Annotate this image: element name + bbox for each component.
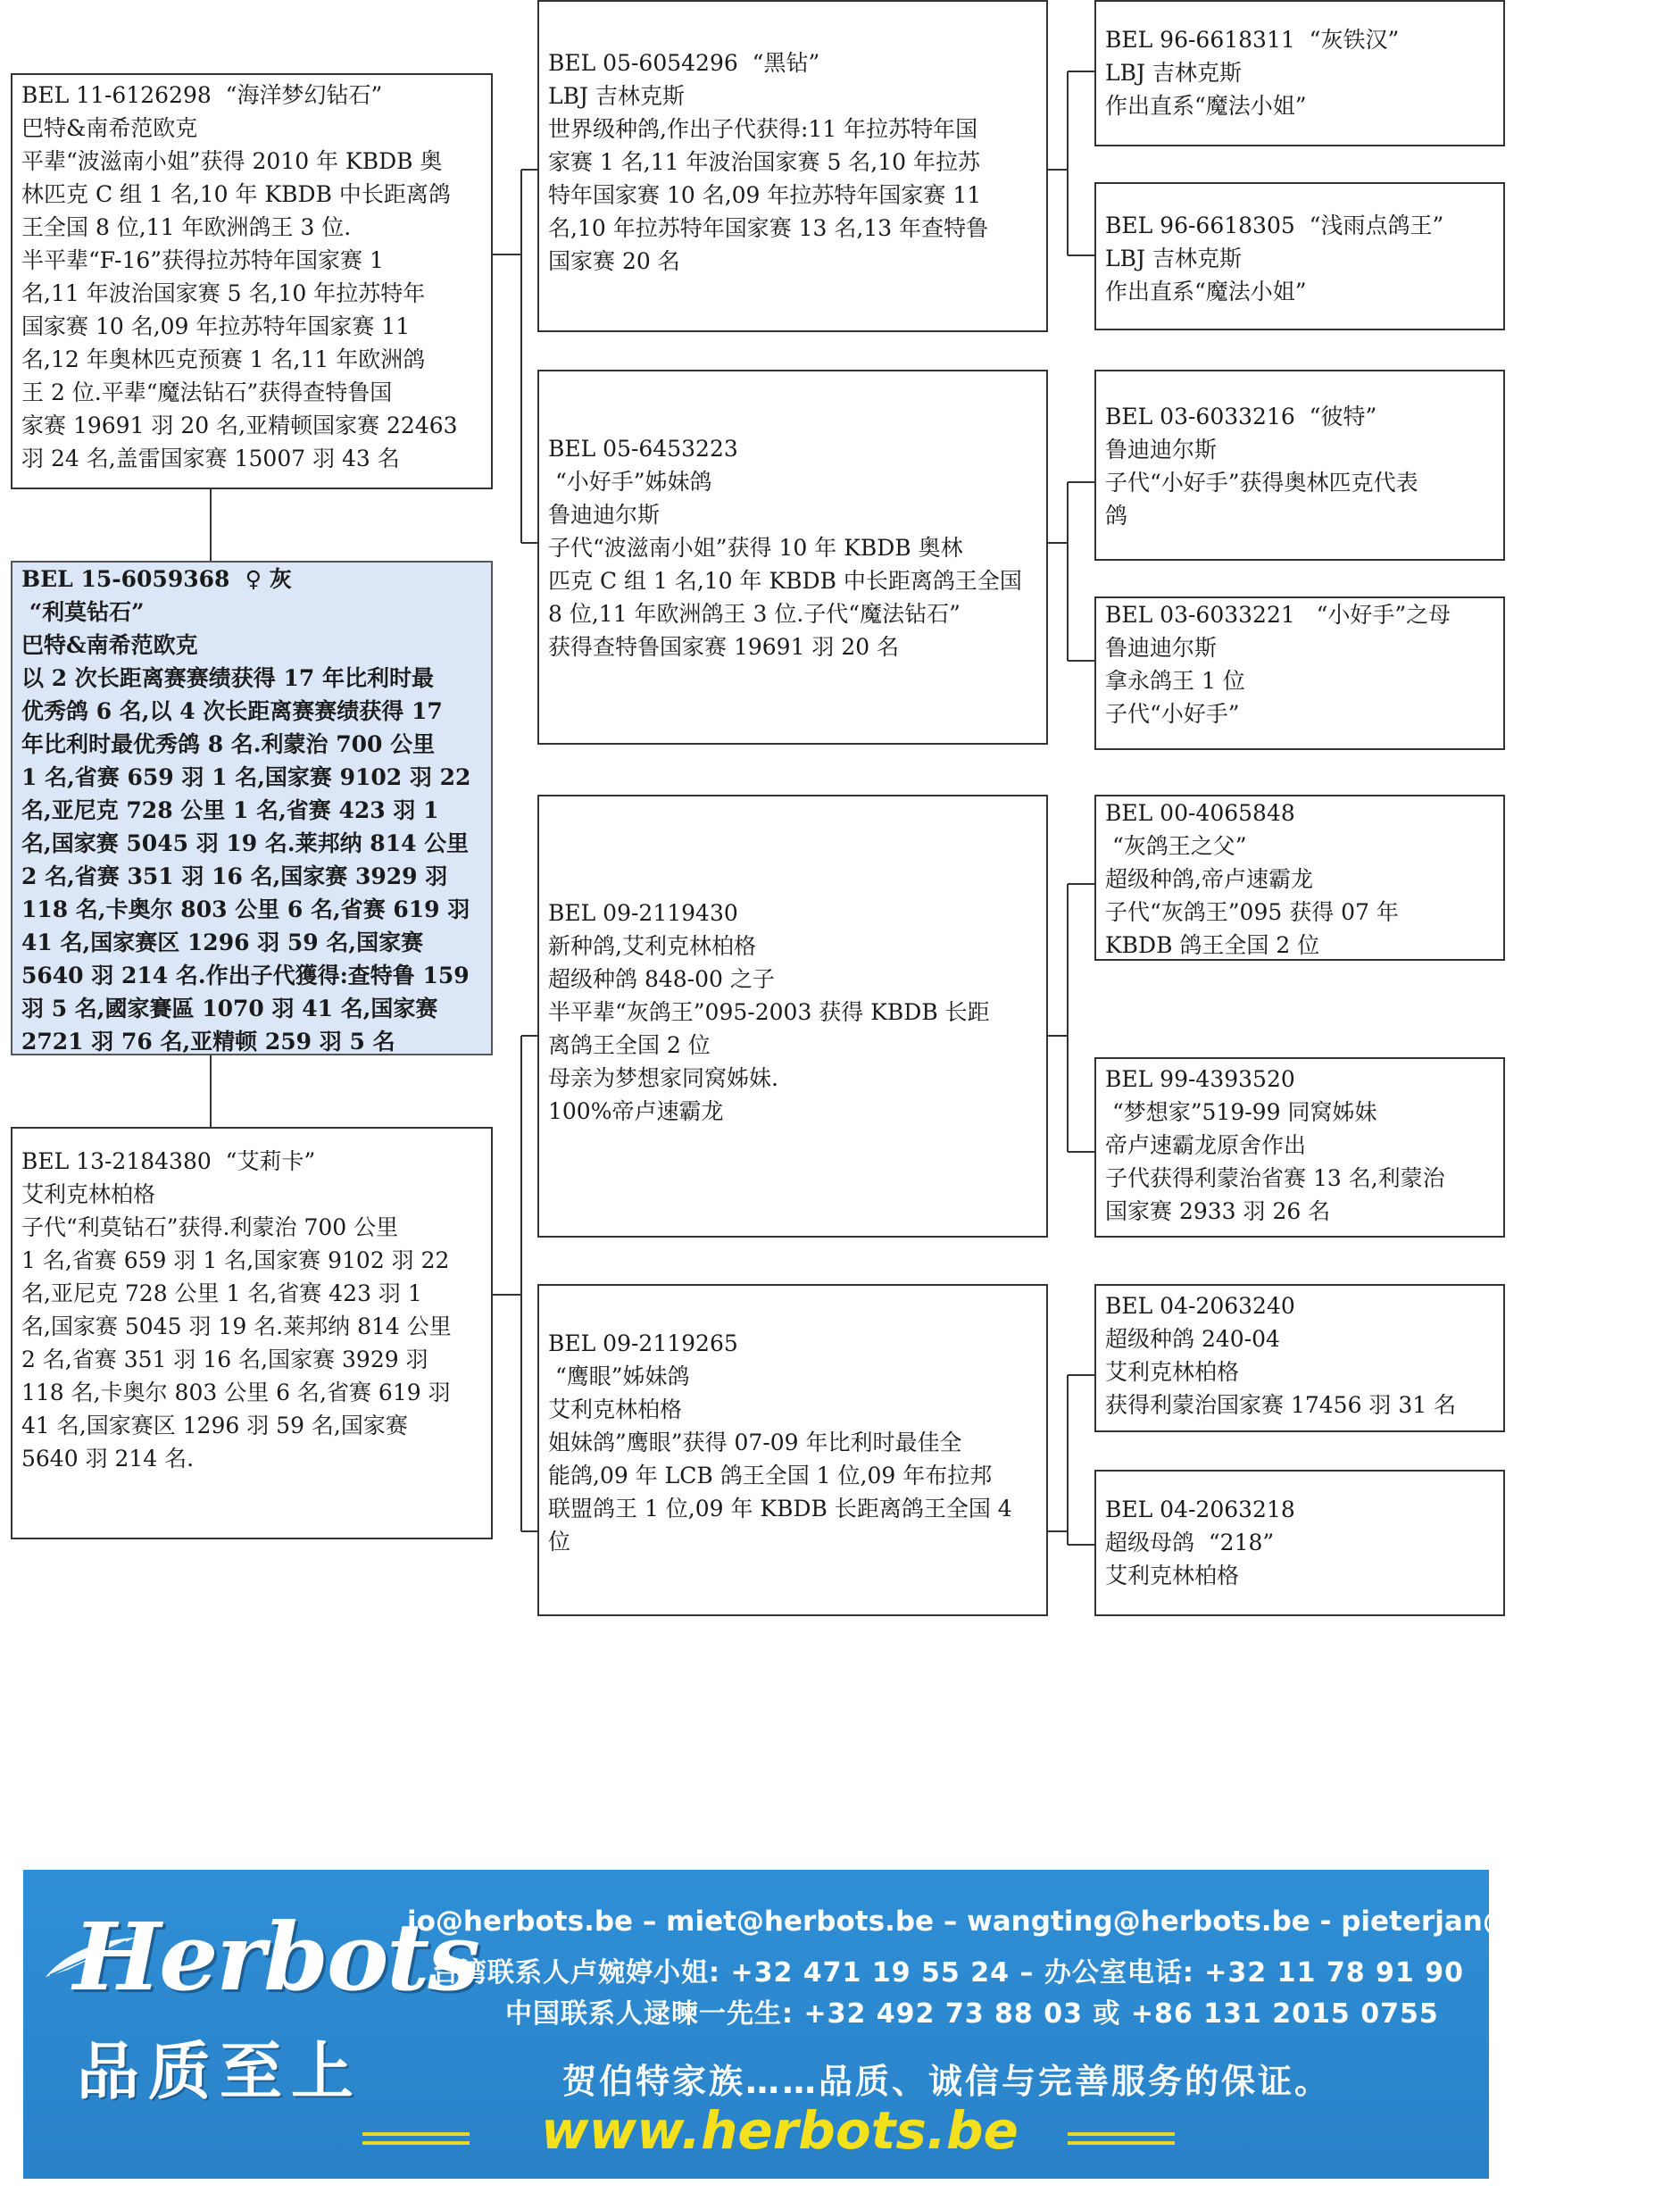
right-divider-2 [1068, 2141, 1175, 2145]
sire-line: 平辈“波滋南小姐”获得 2010 年 KBDB 奥 [21, 148, 443, 174]
subject-line: BEL 15-6059368 ♀ 灰 [21, 566, 292, 592]
subject-line: 优秀鸽 6 名,以 4 次长距离赛赛绩获得 17 [21, 698, 443, 724]
pedigree-line: BEL 04-2063240 [1105, 1293, 1295, 1319]
dam-line: 41 名,国家赛区 1296 羽 59 名,国家赛 [21, 1413, 408, 1438]
pedigree-line: 名,10 年拉苏特年国家赛 13 名,13 年查特鲁 [548, 215, 989, 241]
pedigree-line: 新种鸽,艾利克林柏格 [548, 933, 756, 959]
herbots-banner [23, 1870, 1680, 2179]
pedigree-line: 联盟鸽王 1 位,09 年 KBDB 长距离鸽王全国 4 [548, 1496, 1012, 1522]
sire-card [11, 73, 493, 489]
pedigree-line: 鲁迪迪尔斯 [548, 502, 661, 528]
pedigree-line: 艾利克林柏格 [1105, 1563, 1240, 1588]
grandsire-paternal-card [537, 0, 1048, 332]
pedigree-line: 鸽 [1105, 503, 1128, 529]
pedigree-line: “灰鸽王之父” [1105, 833, 1247, 859]
sire-line: 王全国 8 位,11 年欧洲鸽王 3 位. [21, 214, 352, 240]
dam-line: 2 名,省赛 351 羽 16 名,国家赛 3929 羽 [21, 1347, 428, 1372]
subject-line: 年比利时最优秀鸽 8 名.利蒙治 700 公里 [21, 731, 436, 757]
subject-line: 名,亚尼克 728 公里 1 名,省赛 423 羽 1 [21, 797, 439, 823]
sire-line: 羽 24 名,盖雷国家赛 15007 羽 43 名 [21, 446, 400, 471]
pedigree-line: BEL 09-2119265 [548, 1330, 738, 1356]
dam-line: 名,国家赛 5045 羽 19 名.莱邦纳 814 公里 [21, 1313, 452, 1339]
sire-line: BEL 11-6126298 “海洋梦幻钻石” [21, 82, 383, 108]
pedigree-line: BEL 00-4065848 [1105, 800, 1295, 826]
gen3-card [1094, 1470, 1505, 1616]
pedigree-line: 世界级种鸽,作出子代获得:11 年拉苏特年国 [548, 116, 978, 142]
pedigree-line: 离鸽王全国 2 位 [548, 1032, 711, 1058]
subject-line: 118 名,卡奥尔 803 公里 6 名,省赛 619 羽 [21, 896, 470, 922]
pedigree-line: 子代“小好手” [1105, 701, 1240, 727]
left-divider [362, 2132, 470, 2136]
pedigree-line: 子代“灰鸽王”095 获得 07 年 [1105, 899, 1399, 925]
subject-line: 2 名,省赛 351 羽 16 名,国家赛 3929 羽 [21, 863, 448, 889]
pedigree-line: 子代“小好手”获得奥林匹克代表 [1105, 470, 1418, 496]
dam-line: BEL 13-2184380 “艾莉卡” [21, 1148, 316, 1174]
dam-line: 名,亚尼克 728 公里 1 名,省赛 423 羽 1 [21, 1280, 422, 1306]
subject-line: 以 2 次长距离赛赛绩获得 17 年比利时最 [21, 665, 435, 691]
pedigree-line: 母亲为梦想家同窝姊妹. [548, 1065, 778, 1091]
pedigree-line: 超级种鸽 848-00 之子 [548, 966, 775, 992]
pedigree-line: BEL 05-6453223 [548, 436, 738, 462]
pedigree-line: 艾利克林柏格 [1105, 1359, 1240, 1385]
pedigree-line: 国家赛 2933 羽 26 名 [1105, 1198, 1331, 1224]
pedigree-line: BEL 96-6618311 “灰铁汉” [1105, 27, 1400, 53]
granddam-paternal-card [537, 370, 1048, 745]
pedigree-line: 获得利蒙治国家赛 17456 羽 31 名 [1105, 1392, 1457, 1418]
subject-line: 名,国家赛 5045 羽 19 名.莱邦纳 814 公里 [21, 830, 470, 856]
gen3-card [1094, 0, 1505, 146]
subject-line: “利莫钻石” [21, 599, 145, 625]
granddam-maternal-card [537, 1284, 1048, 1616]
pedigree-line: LBJ 吉林克斯 [548, 83, 685, 109]
grandsire-maternal-card [537, 795, 1048, 1238]
pedigree-line: 匹克 C 组 1 名,10 年 KBDB 中长距离鸽王全国 [548, 568, 1022, 594]
sire-line: 林匹克 C 组 1 名,10 年 KBDB 中长距离鸽 [21, 181, 451, 207]
pedigree-line: 艾利克林柏格 [548, 1397, 683, 1422]
pedigree-line: BEL 05-6054296 “黑钻” [548, 50, 820, 76]
gen3-card [1094, 370, 1505, 561]
pedigree-line: 超级种鸽,帝卢速霸龙 [1105, 866, 1313, 892]
taiwan-contact: 台湾联系人卢婉婷小姐: +32 471 19 55 24 – 办公室电话: +32 11 78 91 90 [432, 1957, 1464, 1989]
pedigree-line: 100%帝卢速霸龙 [548, 1098, 724, 1124]
pedigree-line: 作出直系“魔法小姐” [1105, 279, 1307, 304]
pedigree-line: 特年国家赛 10 名,09 年拉苏特年国家赛 11 [548, 182, 982, 208]
gen3-card [1094, 182, 1505, 330]
pedigree-line: BEL 03-6033216 “彼特” [1105, 404, 1377, 429]
pedigree-line: 帝卢速霸龙原舍作出 [1105, 1132, 1307, 1158]
pedigree-line: LBJ 吉林克斯 [1105, 60, 1242, 86]
subject-card [11, 561, 493, 1055]
pedigree-line: 作出直系“魔法小姐” [1105, 93, 1307, 119]
sire-line: 名,12 年奥林匹克预赛 1 名,11 年欧洲鸽 [21, 346, 426, 372]
pedigree-line: 家赛 1 名,11 年波治国家赛 5 名,10 年拉苏 [548, 149, 981, 175]
pedigree-line: 鲁迪迪尔斯 [1105, 437, 1218, 463]
pedigree-line: “小好手”姊妹鸽 [548, 469, 712, 495]
pedigree-line: BEL 04-2063218 [1105, 1497, 1295, 1522]
contact-emails[interactable]: jo@herbots.be – miet@herbots.be – wangting@herbots.be - pieterjan@herbots.be [407, 1905, 1680, 1938]
gen3-card [1094, 795, 1505, 961]
dam-line: 1 名,省赛 659 羽 1 名,国家赛 9102 羽 22 [21, 1247, 450, 1273]
subject-line: 2721 羽 76 名,亚精顿 259 羽 5 名 [21, 1029, 395, 1055]
pedigree-line: “鹰眼”姊妹鸽 [548, 1363, 690, 1389]
pedigree-line: BEL 99-4393520 [1105, 1066, 1295, 1092]
pedigree-line: BEL 03-6033221 “小好手”之母 [1105, 602, 1451, 628]
left-divider-2 [362, 2141, 470, 2145]
dam-line: 艾利克林柏格 [21, 1181, 156, 1207]
dam-line: 5640 羽 214 名. [21, 1446, 195, 1472]
logo-motto: 品质至上 [77, 2035, 362, 2108]
pedigree-line: 国家赛 20 名 [548, 248, 680, 274]
pedigree-line: KBDB 鸽王全国 2 位 [1105, 932, 1320, 958]
pedigree-line: BEL 96-6618305 “浅雨点鸽王” [1105, 213, 1444, 238]
pedigree-line: 8 位,11 年欧洲鸽王 3 位.子代“魔法钻石” [548, 601, 961, 627]
sire-line: 巴特&南希范欧克 [21, 115, 198, 141]
pedigree-line: 拿永鸽王 1 位 [1105, 668, 1245, 694]
herbots-logo: Herbots [73, 1902, 478, 2012]
pedigree-line: 位 [548, 1529, 571, 1555]
subject-line: 41 名,国家赛区 1296 羽 59 名,国家赛 [21, 930, 424, 955]
subject-line: 1 名,省赛 659 羽 1 名,国家赛 9102 羽 22 [21, 764, 471, 790]
dam-line: 118 名,卡奥尔 803 公里 6 名,省赛 619 羽 [21, 1380, 451, 1405]
sire-line: 半平辈“F-16”获得拉苏特年国家赛 1 [21, 247, 384, 273]
sire-line: 国家赛 10 名,09 年拉苏特年国家赛 11 [21, 313, 411, 339]
pedigree-line: 鲁迪迪尔斯 [1105, 635, 1218, 661]
sire-line: 家赛 19691 羽 20 名,亚精顿国家赛 22463 [21, 413, 458, 438]
subject-line: 5640 羽 214 名.作出子代獲得:查特鲁 159 [21, 963, 470, 988]
dam-card [11, 1127, 493, 1539]
gen3-card [1094, 596, 1505, 750]
sire-line: 名,11 年波治国家赛 5 名,10 年拉苏特年 [21, 280, 426, 306]
pedigree-line: LBJ 吉林克斯 [1105, 246, 1242, 271]
gen3-card [1094, 1057, 1505, 1238]
sire-line: 王 2 位.平辈“魔法钻石”获得查特鲁国 [21, 379, 393, 405]
subject-line: 羽 5 名,國家賽區 1070 羽 41 名,国家赛 [21, 996, 438, 1021]
slogan: 贺伯特家族……品质、诚信与完善服务的保证。 [562, 2062, 1332, 2101]
gen3-card [1094, 1284, 1505, 1432]
pedigree-line: 获得查特鲁国家赛 19691 羽 20 名 [548, 634, 900, 660]
pedigree-line: BEL 09-2119430 [548, 900, 738, 926]
subject-line: 巴特&南希范欧克 [21, 632, 198, 658]
china-contact: 中国联系人逯暕一先生: +32 492 73 88 03 或 +86 131 2015 0755 [505, 1998, 1439, 2030]
dam-line: 子代“利莫钻石”获得.利蒙治 700 公里 [21, 1214, 399, 1240]
pedigree-line: 半平辈“灰鸽王”095-2003 获得 KBDB 长距 [548, 999, 990, 1025]
pedigree-line: 子代“波滋南小姐”获得 10 年 KBDB 奥林 [548, 535, 963, 561]
pedigree-line: 超级种鸽 240-04 [1105, 1326, 1280, 1352]
right-divider [1068, 2132, 1175, 2136]
pedigree-line: 超级母鸽 “218” [1105, 1530, 1275, 1555]
pedigree-line: 能鸽,09 年 LCB 鸽王全国 1 位,09 年布拉邦 [548, 1463, 993, 1488]
pedigree-line: 子代获得利蒙治省赛 13 名,利蒙治 [1105, 1165, 1445, 1191]
website-link[interactable]: www.herbots.be [541, 2100, 1019, 2161]
pedigree-line: 姐妹鸽”鹰眼”获得 07-09 年比利时最佳全 [548, 1430, 962, 1455]
pedigree-line: “梦想家”519-99 同窝姊妹 [1105, 1099, 1377, 1125]
